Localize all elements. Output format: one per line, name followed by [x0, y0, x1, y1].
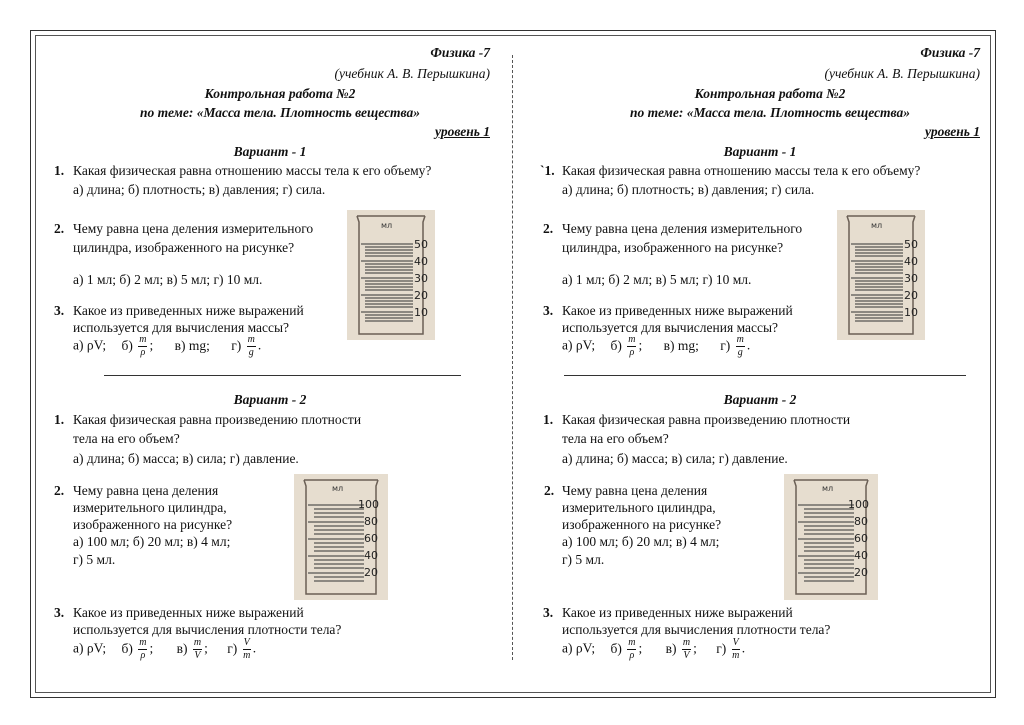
- tick-label: 10: [414, 306, 428, 319]
- q2-answers: а) 1 мл; б) 2 мл; в) 5 мл; г) 10 мл.: [73, 272, 263, 287]
- q1-line1: Какая физическая равна произведению плотности: [73, 412, 362, 427]
- q2-answers-2: г) 5 мл.: [562, 552, 605, 567]
- q2-answers: а) 100 мл; б) 20 мл; в) 4 мл;: [562, 534, 720, 549]
- fraction-b: [627, 638, 636, 661]
- answer-c: в) mg;: [174, 337, 210, 353]
- q1-text: Какая физическая равна отношению массы тела к его объему?: [562, 163, 921, 178]
- q2-line2: измерительного цилиндра,: [73, 500, 227, 515]
- q3-line2: используется для вычисления плотности тела?: [73, 622, 342, 637]
- tick-label: 20: [364, 566, 378, 579]
- work-title: Контрольная работа №2: [204, 86, 356, 101]
- measuring-cylinder-50: [837, 210, 925, 340]
- answer-b: б): [121, 640, 133, 656]
- worksheet-right: [490, 0, 980, 725]
- variant-separator: [564, 375, 966, 376]
- fraction-denominator: V: [683, 650, 690, 661]
- tick-label: 60: [364, 532, 378, 545]
- q2-line2: измерительного цилиндра,: [562, 500, 716, 515]
- q1-line2: тела на его объем?: [562, 431, 669, 446]
- q1-number: 1.: [543, 412, 554, 427]
- q2-line1: Чему равна цена деления: [73, 483, 219, 498]
- q3-line1: Какое из приведенных ниже выражений: [73, 605, 304, 620]
- tick-label: 50: [904, 238, 918, 251]
- fraction-b: [627, 335, 636, 358]
- q1-answers: а) длина; б) масса; в) сила; г) давление.: [73, 451, 299, 466]
- tick-label: 40: [854, 549, 868, 562]
- fraction-denominator: ρ: [140, 650, 146, 661]
- cylinder-unit: мл: [871, 221, 883, 230]
- fraction-b: [138, 335, 147, 358]
- q1-number: `1.: [540, 163, 555, 178]
- tick-label: 30: [904, 272, 918, 285]
- answer-a: а) ρV;: [562, 640, 596, 656]
- tick-label: 80: [364, 515, 378, 528]
- fraction-d: [732, 638, 740, 661]
- q1-text: Какая физическая равна отношению массы тела к его объему?: [73, 163, 432, 178]
- q2-line1: Чему равна цена деления измерительного: [73, 221, 314, 236]
- q3-answers: [562, 335, 750, 358]
- answer-b: б): [610, 337, 622, 353]
- subject-title: Физика -7: [430, 45, 490, 60]
- fraction-d: [736, 335, 745, 358]
- tick-label: 100: [848, 498, 869, 511]
- answer-c: в) mg;: [663, 337, 699, 353]
- answer-b-end: ;: [149, 640, 154, 656]
- q2-line1: Чему равна цена деления измерительного: [562, 221, 803, 236]
- q2-answers: а) 100 мл; б) 20 мл; в) 4 мл;: [73, 534, 231, 549]
- textbook-note: (учебник А. В. Перышкина): [824, 66, 980, 81]
- tick-label: 20: [904, 289, 918, 302]
- topic-title: по теме: «Масса тела. Плотность вещества»: [139, 105, 420, 120]
- level-label: уровень 1: [435, 124, 490, 139]
- tick-label: 40: [904, 255, 918, 268]
- fraction-numerator: m: [193, 637, 202, 648]
- tick-label: 60: [854, 532, 868, 545]
- textbook-note: (учебник А. В. Перышкина): [334, 66, 490, 81]
- q1-line1: Какая физическая равна произведению плотности: [562, 412, 851, 427]
- work-title: Контрольная работа №2: [694, 86, 846, 101]
- answer-d: г): [231, 337, 242, 353]
- fraction-c: [193, 638, 202, 661]
- answer-b-end: ;: [149, 337, 154, 353]
- q1-answers: а) длина; б) плотность; в) давления; г) сила.: [562, 182, 815, 197]
- q2-number: 2.: [54, 483, 65, 498]
- q3-answers: [73, 638, 256, 661]
- q3-line1: Какое из приведенных ниже выражений: [562, 303, 793, 318]
- answer-c-end: ;: [693, 640, 697, 656]
- cylinder-unit: мл: [822, 484, 834, 493]
- q3-number: 3.: [54, 605, 65, 620]
- answer-d: г): [720, 337, 731, 353]
- fraction-denominator: g: [737, 347, 743, 358]
- q3-answers: [73, 335, 261, 358]
- q3-line2: используется для вычисления массы?: [73, 320, 290, 335]
- answer-d-end: .: [741, 640, 746, 656]
- tick-label: 10: [904, 306, 918, 319]
- answer-d-end: .: [257, 337, 262, 353]
- fraction-b: [138, 638, 147, 661]
- answer-b: б): [121, 337, 133, 353]
- fraction-denominator: ρ: [629, 347, 635, 358]
- q1-number: 1.: [54, 163, 65, 178]
- q2-number: 2.: [544, 483, 555, 498]
- q2-number: 2.: [543, 221, 554, 236]
- q2-line1: Чему равна цена деления: [562, 483, 708, 498]
- worksheet-left: [0, 0, 490, 725]
- answer-b-end: ;: [638, 337, 643, 353]
- q2-line2: цилиндра, изображенного на рисунке?: [73, 240, 295, 255]
- fraction-d: [247, 335, 256, 358]
- q3-number: 3.: [543, 605, 554, 620]
- fraction-denominator: ρ: [629, 650, 635, 661]
- q3-line1: Какое из приведенных ниже выражений: [562, 605, 793, 620]
- tick-label: 20: [414, 289, 428, 302]
- q2-number: 2.: [54, 221, 65, 236]
- variant-1-title: Вариант - 1: [233, 144, 307, 159]
- tick-label: 20: [854, 566, 868, 579]
- fraction-numerator: m: [628, 334, 636, 345]
- fraction-numerator: m: [247, 334, 255, 345]
- variant-2-title: Вариант - 2: [723, 392, 797, 407]
- q3-line2: используется для вычисления массы?: [562, 320, 779, 335]
- fraction-numerator: V: [243, 637, 250, 648]
- answer-b-end: ;: [638, 640, 643, 656]
- q3-line2: используется для вычисления плотности тела?: [562, 622, 831, 637]
- fraction-denominator: V: [194, 650, 201, 661]
- fraction-denominator: ρ: [140, 347, 146, 358]
- measuring-cylinder-100: [784, 474, 878, 600]
- fraction-d: [243, 638, 251, 661]
- answer-c-end: ;: [204, 640, 208, 656]
- answer-a: а) ρV;: [73, 640, 107, 656]
- q3-line1: Какое из приведенных ниже выражений: [73, 303, 304, 318]
- q2-answers-2: г) 5 мл.: [73, 552, 116, 567]
- fraction-denominator: m: [243, 650, 251, 661]
- answer-c: в): [176, 640, 188, 656]
- measuring-cylinder-50: [347, 210, 435, 340]
- q2-answers: а) 1 мл; б) 2 мл; в) 5 мл; г) 10 мл.: [562, 272, 752, 287]
- q1-line2: тела на его объем?: [73, 431, 180, 446]
- answer-d-end: .: [252, 640, 257, 656]
- answer-b: б): [610, 640, 622, 656]
- variant-1-title: Вариант - 1: [723, 144, 797, 159]
- answer-d-end: .: [746, 337, 751, 353]
- variant-2-title: Вариант - 2: [233, 392, 307, 407]
- cylinder-unit: мл: [332, 484, 344, 493]
- fraction-denominator: m: [732, 650, 740, 661]
- fraction-c: [682, 638, 691, 661]
- q2-line3: изображенного на рисунке?: [562, 517, 722, 532]
- q3-number: 3.: [54, 303, 65, 318]
- q1-answers: а) длина; б) масса; в) сила; г) давление.: [562, 451, 788, 466]
- tick-label: 40: [414, 255, 428, 268]
- fraction-numerator: V: [732, 637, 739, 648]
- fraction-numerator: m: [139, 334, 147, 345]
- tick-label: 30: [414, 272, 428, 285]
- measuring-cylinder-100: [294, 474, 388, 600]
- q3-number: 3.: [543, 303, 554, 318]
- q1-number: 1.: [54, 412, 65, 427]
- fraction-numerator: m: [139, 637, 147, 648]
- answer-d: г): [716, 640, 727, 656]
- tick-label: 100: [358, 498, 379, 511]
- cylinder-unit: мл: [381, 221, 393, 230]
- fraction-numerator: m: [736, 334, 744, 345]
- tick-label: 80: [854, 515, 868, 528]
- tick-label: 50: [414, 238, 428, 251]
- answer-a: а) ρV;: [562, 337, 596, 353]
- answer-a: а) ρV;: [73, 337, 107, 353]
- q1-answers: а) длина; б) плотность; в) давления; г) сила.: [73, 182, 326, 197]
- q2-line2: цилиндра, изображенного на рисунке?: [562, 240, 784, 255]
- q2-line3: изображенного на рисунке?: [73, 517, 233, 532]
- answer-c: в): [665, 640, 677, 656]
- topic-title: по теме: «Масса тела. Плотность вещества»: [629, 105, 910, 120]
- answer-d: г): [227, 640, 238, 656]
- tick-label: 40: [364, 549, 378, 562]
- subject-title: Физика -7: [920, 45, 980, 60]
- variant-separator: [104, 375, 461, 376]
- fraction-denominator: g: [248, 347, 254, 358]
- level-label: уровень 1: [925, 124, 980, 139]
- fraction-numerator: m: [628, 637, 636, 648]
- q3-answers: [562, 638, 745, 661]
- fraction-numerator: m: [682, 637, 691, 648]
